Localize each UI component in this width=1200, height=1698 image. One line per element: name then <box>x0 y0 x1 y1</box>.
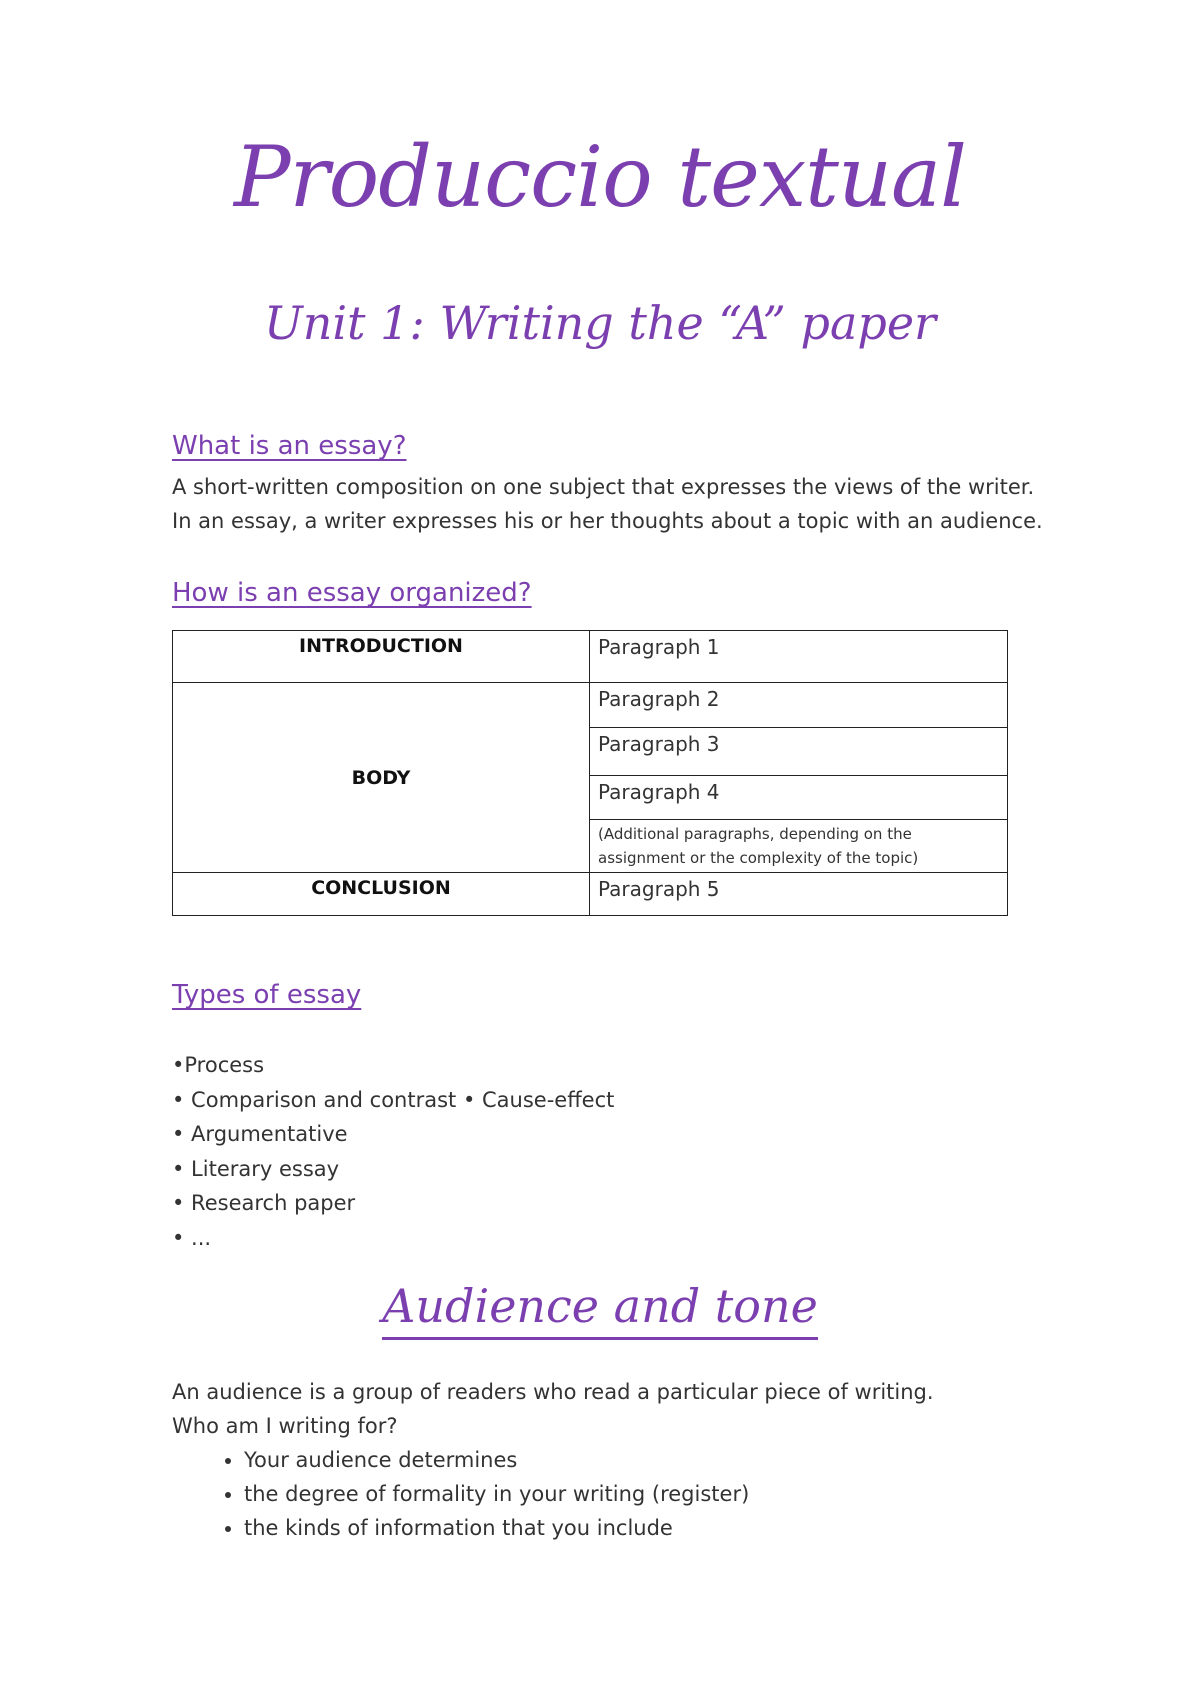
body-paragraph: Paragraph 3 <box>590 728 1008 776</box>
audience-question: Who am I writing for? <box>172 1414 398 1438</box>
body-paragraph: Paragraph 2 <box>590 683 1008 728</box>
introduction-paragraph: Paragraph 1 <box>590 631 1008 683</box>
unit-subtitle: Unit 1: Writing the “A” paper <box>263 296 937 350</box>
table-row <box>173 683 1008 728</box>
conclusion-label: CONCLUSION <box>173 873 590 916</box>
heading-essay-organization: How is an essay organized? <box>172 578 532 608</box>
list-item: • Research paper <box>172 1191 356 1215</box>
heading-types-of-essay: Types of essay <box>172 980 362 1010</box>
essay-definition: A short-written composition on one subject that expresses the views of the writer. In an essay, a writer expresses his or her thoughts about a topic with an audience. <box>172 475 1043 533</box>
table-row <box>173 631 1008 683</box>
table-row <box>173 873 1008 916</box>
list-item: • Comparison and contrast • Cause-effect <box>172 1087 615 1112</box>
audience-bullet-list <box>200 1443 749 1545</box>
document-title: Produccio textual <box>234 128 966 226</box>
list-item: • the degree of formality in your writing (register) <box>244 1477 749 1511</box>
conclusion-paragraph: Paragraph 5 <box>590 873 1008 916</box>
body-label: BODY <box>173 683 590 873</box>
list-item: • ... <box>172 1225 212 1250</box>
essay-structure-table <box>172 630 1008 916</box>
body-paragraph: Paragraph 4 <box>590 776 1008 820</box>
list-item: • Argumentative <box>172 1122 348 1146</box>
heading-audience-text: Audience and tone <box>382 1279 818 1340</box>
list-item: • the kinds of information that you include <box>244 1511 749 1545</box>
introduction-label: INTRODUCTION <box>173 631 590 683</box>
audience-definition: An audience is a group of readers who read a particular piece of writing. <box>172 1380 934 1404</box>
list-item: •Process <box>172 1053 265 1077</box>
heading-audience-and-tone <box>0 1279 1200 1333</box>
list-item: • Your audience determines <box>244 1443 749 1477</box>
additional-paragraphs-note: (Additional paragraphs, depending on the assignment or the complexity of the topic) <box>590 820 1008 873</box>
essay-types-list <box>172 1048 614 1255</box>
list-item: • Literary essay <box>172 1156 340 1181</box>
heading-what-is-essay: What is an essay? <box>172 431 407 461</box>
